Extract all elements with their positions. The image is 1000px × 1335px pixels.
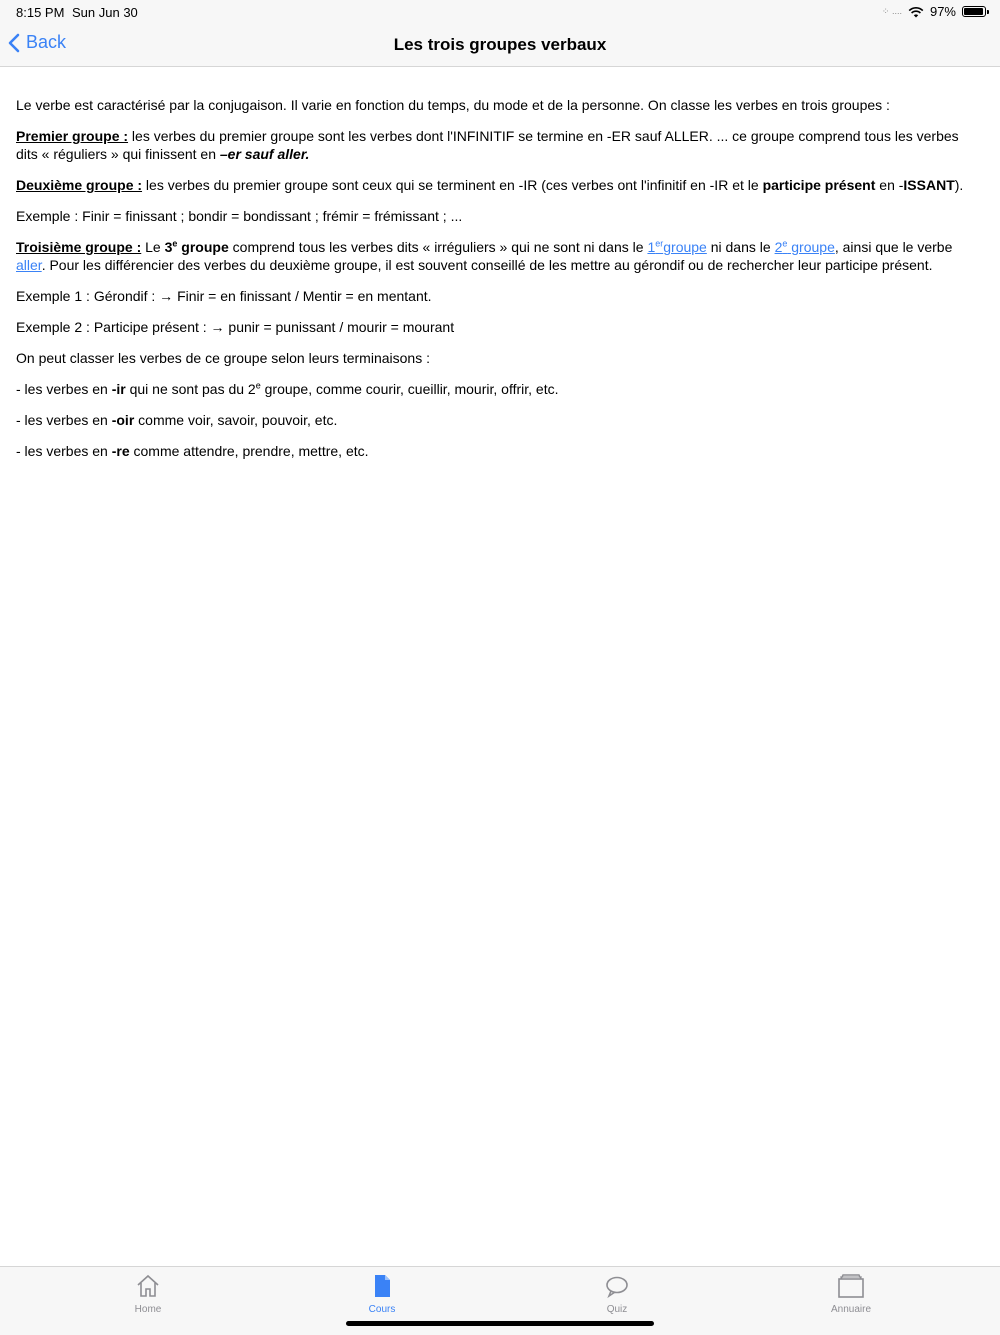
- link1-sup: er: [655, 238, 664, 249]
- troisieme-groupe-heading: Troisième groupe :: [16, 239, 142, 255]
- bullet-oir: [16, 411, 984, 429]
- bold-sup: e: [172, 238, 178, 249]
- bullet-oir-bold: -oir: [111, 412, 135, 428]
- activity-icon: ⁘ ....: [881, 6, 902, 16]
- tab-quiz-label: Quiz: [606, 1304, 628, 1315]
- tab-home-label: Home: [134, 1304, 162, 1315]
- wifi-icon: [908, 6, 924, 18]
- example-1: Exemple 1 : Gérondif : → Finir = en finissant / Mentir = en mentant.: [16, 288, 432, 304]
- bullet-ir-bold: -ir: [111, 381, 126, 397]
- premier-groupe-emphasis: –er sauf aller.: [219, 146, 310, 162]
- deuxieme-groupe-paragraph: [16, 176, 984, 194]
- tab-cours-label: Cours: [368, 1304, 396, 1315]
- navigation-bar: [0, 24, 1000, 67]
- link-aller[interactable]: aller: [16, 257, 42, 273]
- battery-percent: 97%: [929, 4, 956, 19]
- tab-quiz[interactable]: [557, 1273, 677, 1315]
- status-time: 8:15 PM: [16, 5, 65, 20]
- archive-box-icon: [837, 1273, 865, 1299]
- troisieme-text-4: , ainsi que le verbe: [834, 239, 953, 255]
- status-date: Sun Jun 30: [72, 5, 138, 20]
- tab-cours[interactable]: [322, 1273, 442, 1315]
- link2-word: groupe: [787, 239, 835, 255]
- status-right: [882, 4, 986, 19]
- deuxieme-groupe-text: les verbes du premier groupe sont ceux qui se terminent en -IR (ces verbes ont l'infinitif en -IR et le: [142, 177, 763, 193]
- tab-home[interactable]: [88, 1273, 208, 1315]
- intro-paragraph: Le verbe est caractérisé par la conjugaison. Il varie en fonction du temps, du mode et de la personne. On classe les verbes en trois groupes :: [16, 97, 890, 113]
- bullet-re: [16, 442, 984, 460]
- bold-num: 3: [164, 239, 173, 255]
- troisieme-text-5: . Pour les différencier des verbes du deuxième groupe, il est souvent conseillé de les mettre au gérondif ou de rechercher leur participe présent.: [41, 257, 933, 273]
- bullet-ir: [16, 380, 984, 398]
- link-premier-groupe[interactable]: [647, 239, 706, 255]
- bullet-ir-text-b: qui ne sont pas du 2: [125, 381, 256, 397]
- deuxieme-groupe-text-b: en -: [875, 177, 904, 193]
- page-title: Les trois groupes verbaux: [393, 35, 607, 54]
- battery-icon: [962, 6, 986, 17]
- home-indicator[interactable]: [346, 1321, 654, 1326]
- link-deuxieme-groupe[interactable]: [775, 239, 835, 255]
- troisieme-text-3: ni dans le: [706, 239, 775, 255]
- participe-present-bold: participe présent: [762, 177, 876, 193]
- speech-bubble-icon: [604, 1273, 630, 1299]
- link2-num: 2: [774, 239, 783, 255]
- example-deuxieme: Exemple : Finir = finissant ; bondir = bondissant ; frémir = frémissant ; ...: [16, 208, 463, 224]
- bullet-re-text-a: - les verbes en: [16, 443, 112, 459]
- link2-sup: e: [782, 238, 788, 249]
- troisieme-text-1: Le: [141, 239, 165, 255]
- document-icon: [369, 1273, 395, 1299]
- bullet-re-text-b: comme attendre, prendre, mettre, etc.: [129, 443, 369, 459]
- bold-word: groupe: [177, 239, 229, 255]
- premier-groupe-paragraph: [16, 127, 984, 163]
- back-label: Back: [26, 32, 67, 52]
- troisieme-groupe-paragraph: [16, 238, 984, 274]
- link1-num: 1: [647, 239, 656, 255]
- bullet-re-bold: -re: [111, 443, 130, 459]
- troisieme-bold: [165, 239, 229, 255]
- tab-annuaire-label: Annuaire: [830, 1304, 872, 1315]
- bullet-oir-text-a: - les verbes en: [16, 412, 112, 428]
- deuxieme-groupe-heading: Deuxième groupe :: [16, 177, 143, 193]
- bullet-ir-text-a: - les verbes en: [16, 381, 112, 397]
- house-icon: [135, 1273, 161, 1299]
- classify-paragraph: On peut classer les verbes de ce groupe selon leurs terminaisons :: [16, 350, 430, 366]
- deuxieme-groupe-text-c: ).: [954, 177, 964, 193]
- link1-word: groupe: [663, 239, 707, 255]
- tab-annuaire[interactable]: [791, 1273, 911, 1315]
- bullet-oir-text-b: comme voir, savoir, pouvoir, etc.: [134, 412, 338, 428]
- bullet-ir-sup: e: [255, 380, 261, 391]
- troisieme-text-2: comprend tous les verbes dits « irréguliers » qui ne sont ni dans le: [228, 239, 648, 255]
- lesson-content: [16, 96, 984, 473]
- bullet-ir-text-c: groupe, comme courir, cueillir, mourir, offrir, etc.: [260, 381, 559, 397]
- premier-groupe-text: les verbes du premier groupe sont les verbes dont l'INFINITIF se termine en -ER sauf ALLER. ... ce groupe comprend tous les verbes dits « réguliers » qui finissent en: [16, 128, 959, 162]
- premier-groupe-heading: Premier groupe :: [16, 128, 129, 144]
- example-2: Exemple 2 : Participe présent : → punir = punissant / mourir = mourant: [16, 319, 455, 335]
- issant-bold: ISSANT: [903, 177, 955, 193]
- status-bar: [0, 0, 1000, 24]
